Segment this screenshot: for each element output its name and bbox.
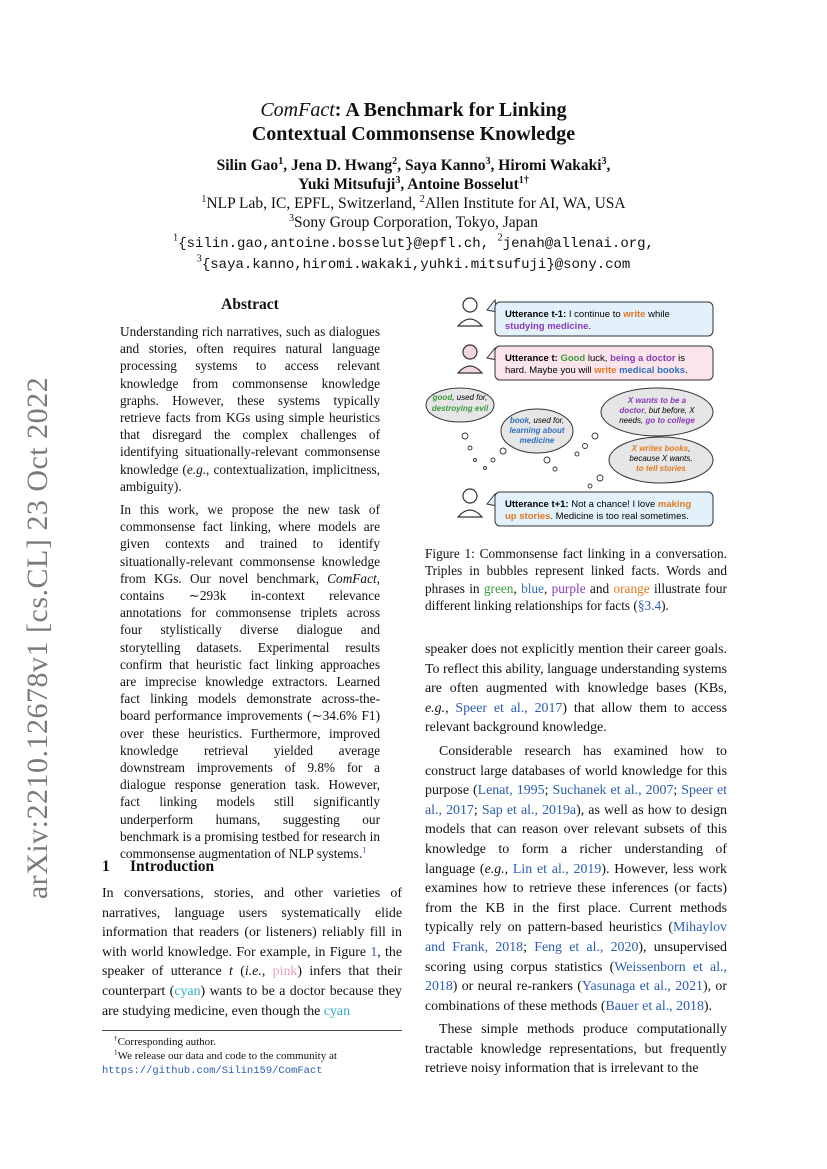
svg-text:hard. Maybe you will write med: hard. Maybe you will write medical books. [505, 365, 688, 376]
citation-speer-2017[interactable]: Speer et al., 2017 [455, 700, 563, 716]
citation-bauer[interactable]: Bauer et al., 2018 [605, 998, 704, 1014]
conversation-diagram [425, 288, 727, 538]
figure-1-caption: Figure 1: Commonsense fact linking in a conversation. Triples in bubbles represent linked facts. Words and phrases in green, blue, purple and orange illustrate four different linking relationships for facts (§3.4). [425, 546, 727, 614]
fact-cloud-book [501, 409, 573, 453]
citation-lin[interactable]: Lin et al., 2019 [512, 861, 602, 877]
section-heading-introduction: 1 Introduction [102, 858, 215, 875]
citation-suchanek[interactable]: Suchanek et al., 2007 [552, 783, 674, 799]
utterance-t-minus-1-bubble [487, 300, 713, 336]
person-cyan-icon-2 [458, 489, 482, 517]
svg-text:medicine: medicine [519, 436, 555, 445]
paragraph-continuation: speaker does not explicitly mention their career goals. To reflect this ability, language understanding systems are often augmented with knowledge bases (KBs, e.g., Speer et al., 2017) that allow them to access relevant background knowledge. [425, 642, 727, 736]
utterance-t-plus-1-bubble [487, 492, 713, 526]
svg-text:Utterance t-1: I continue to w: Utterance t-1: I continue to write while [505, 309, 670, 320]
footnote-ref-1[interactable]: 1 [362, 844, 367, 855]
svg-text:destroying evil: destroying evil [431, 404, 489, 413]
person-pink-icon [458, 345, 482, 373]
footnotes: †Corresponding author. $^1$We release our data and code to the community at https://github.com/Silin159/ComFact [102, 1030, 402, 1078]
fact-cloud-x-wants [601, 388, 713, 436]
citation-sap[interactable]: Sap et al., 2019a [481, 802, 577, 818]
svg-text:doctor, but before, X: doctor, but before, X [619, 406, 695, 415]
fact-cloud-good [426, 388, 494, 422]
introduction-body: In conversations, stories, and other varieties of narratives, language users systematically elide information that readers (or listeners) reliably fill in with world knowledge. For example, in Figure 1, the speaker of utterance t (i.e., pink) infers that their counterpart (cyan) wants to be a doctor because they are studying medicine, even though the cyan [102, 886, 402, 1019]
arxiv-identifier: arXiv:2210.12678v1 [cs.CL] 23 Oct 2022 [21, 376, 54, 900]
benchmark-name: ComFact [260, 99, 335, 121]
svg-text:X writes books,: X writes books, [631, 444, 691, 453]
abstract-paragraph-1: Understanding rich narratives, such as dialogues and stories, often requires natural language processing systems to access relevant knowledge from commonsense knowledge graphs. However, these systems typically retrieve facts from KGs using simple heuristics that disregard the complex challenges of identifying situationally-relevant commonsense knowledge (e.g., contextualization, implicitness, ambiguity). [120, 324, 380, 494]
svg-text:good, used for,: good, used for, [432, 393, 488, 402]
arxiv-sidebar [20, 368, 56, 908]
svg-text:studying medicine.: studying medicine. [505, 321, 592, 332]
citation-feng[interactable]: Feng et al., 2020 [534, 939, 639, 955]
svg-text:needs, go to college: needs, go to college [619, 416, 695, 425]
fact-cloud-x-writes [609, 437, 713, 483]
svg-text:book, used for,: book, used for, [509, 416, 565, 425]
svg-text:X wants to be a: X wants to be a [627, 396, 687, 405]
paragraph-related-work: Considerable research has examined how to construct large databases of world knowledge for this purpose (Lenat, 1995; Suchanek et al., 2007; Speer et al., 2017; Sap et al., 2019a), as well as how to design models that can reason over relevant subsets of this knowledge to form a richer understanding of language (e.g., Lin et al., 2019). However, less work examines how to retrieve these inferences (or facts) from the KB in the first place. Current methods typically rely on pattern-based heuristics (Mihaylov and Frank, 2018; Feng et al., 2020), unsupervised scoring using corpus statistics (Weissenborn et al., 2018) or neural re-rankers (Yasunaga et al., 2021), or combinations of these methods (Bauer et al., 2018). [425, 743, 727, 1014]
svg-text:up stories. Medicine is too re: up stories. Medicine is too real sometimes. [505, 511, 689, 522]
right-column-body [425, 640, 727, 1083]
github-link[interactable]: https://github.com/Silin159/ComFact [102, 1065, 323, 1077]
svg-text:learning about: learning about [509, 426, 565, 435]
svg-text:because X wants,: because X wants, [629, 454, 693, 463]
citation-mihaylov[interactable]: Mihaylov and Frank, 2018 [425, 920, 727, 955]
svg-text:Utterance t+1: Not a chance! I: Utterance t+1: Not a chance! I love making [505, 499, 692, 510]
svg-text:Utterance t: Good luck, being: Utterance t: Good luck, being a doctor is [505, 353, 686, 364]
section-ref-link[interactable]: §3.4 [637, 598, 662, 614]
citation-speer[interactable]: Speer et al., 2017 [425, 783, 727, 818]
citation-yasunaga[interactable]: Yasunaga et al., 2021 [581, 979, 703, 995]
affiliations: $^1$NLP Lab, IC, EPFL, Switzerland, $^2$Allen Institute for AI, WA, USA $^3$Sony Group Corporation, Tokyo, Japan [201, 193, 626, 231]
author-list: Silin Gao$^1$, Jena D. Hwang$^2$, Saya Kanno$^3$, Hiromi Wakaki$^3$, Yuki Mitsufuji$^3$, Antoine Bosselut$^{1\dagger}$ [216, 155, 611, 193]
abstract-heading: Abstract [221, 296, 279, 313]
citation-lenat[interactable]: Lenat, 1995 [477, 783, 545, 799]
abstract-paragraph-2: In this work, we propose the new task of commonsense fact linking, where models are given contexts and trained to identify situationally-relevant commonsense knowledge from KGs. Our novel benchmark, ComFact, contains ∼293k in-context relevance annotations for commonsense triplets across four stylistically diverse dialogue and storytelling datasets. Experimental results confirm that heuristic fact linking approaches are imprecise knowledge extractors. Learned fact linking models demonstrate across-the-board performance improvements (∼34.6% F1) over these heuristics. Furthermore, improved knowledge retrieval yielded average downstream improvements of 9.8% for a dialogue response generation task. However, fact linking models still significantly underperform humans, suggesting our benchmark is a promising testbed for research in commonsense augmentation of NLP systems.$^1$ [120, 502, 380, 862]
figure-1 [425, 288, 727, 538]
citation-weissenborn[interactable]: Weissenborn et al., 2018 [425, 959, 727, 995]
author-emails: $^1${silin.gao,antoine.bosselut}@epfl.ch, $^2$jenah@allenai.org, $^3${saya.kanno,hiromi.wakaki,yuhki.mitsufuji}@sony.com [173, 232, 654, 273]
abstract-body [120, 323, 380, 868]
figure-ref-link[interactable]: 1 [370, 944, 378, 960]
utterance-t-bubble [487, 346, 713, 380]
person-cyan-icon [458, 298, 482, 326]
svg-text:to tell stories: to tell stories [636, 464, 686, 473]
paper-title: ComFact: A Benchmark for Linking Contextual Commonsense Knowledge [251, 99, 576, 145]
paragraph-methods: These simple methods produce computationally tractable knowledge representations, but frequently retrieve noisy information that is irrelevant to the [425, 1022, 727, 1077]
